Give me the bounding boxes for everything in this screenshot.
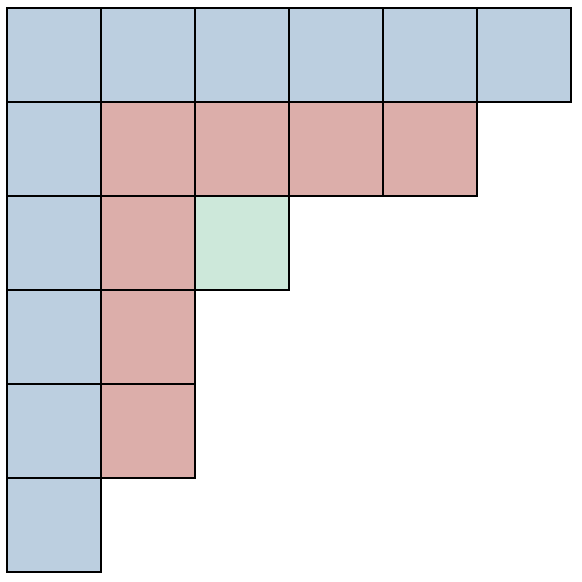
cell-middle-r2-c2	[101, 102, 195, 196]
cell-outer-r1-c4	[289, 8, 383, 102]
cell-outer-r2-c1	[7, 102, 101, 196]
cell-outer-r1-c6	[477, 8, 571, 102]
cell-middle-r3-c2	[101, 196, 195, 290]
cell-outer-r6-c1	[7, 478, 101, 572]
cell-outer-r1-c1	[7, 8, 101, 102]
cell-outer-r1-c3	[195, 8, 289, 102]
cell-middle-r2-c5	[383, 102, 477, 196]
cell-middle-r2-c3	[195, 102, 289, 196]
cell-inner-r3-c3	[195, 196, 289, 290]
cell-outer-r5-c1	[7, 384, 101, 478]
cell-outer-r1-c5	[383, 8, 477, 102]
cell-outer-r3-c1	[7, 196, 101, 290]
cell-middle-r2-c4	[289, 102, 383, 196]
cell-outer-r4-c1	[7, 290, 101, 384]
cell-middle-r5-c2	[101, 384, 195, 478]
cell-middle-r4-c2	[101, 290, 195, 384]
cell-outer-r1-c2	[101, 8, 195, 102]
